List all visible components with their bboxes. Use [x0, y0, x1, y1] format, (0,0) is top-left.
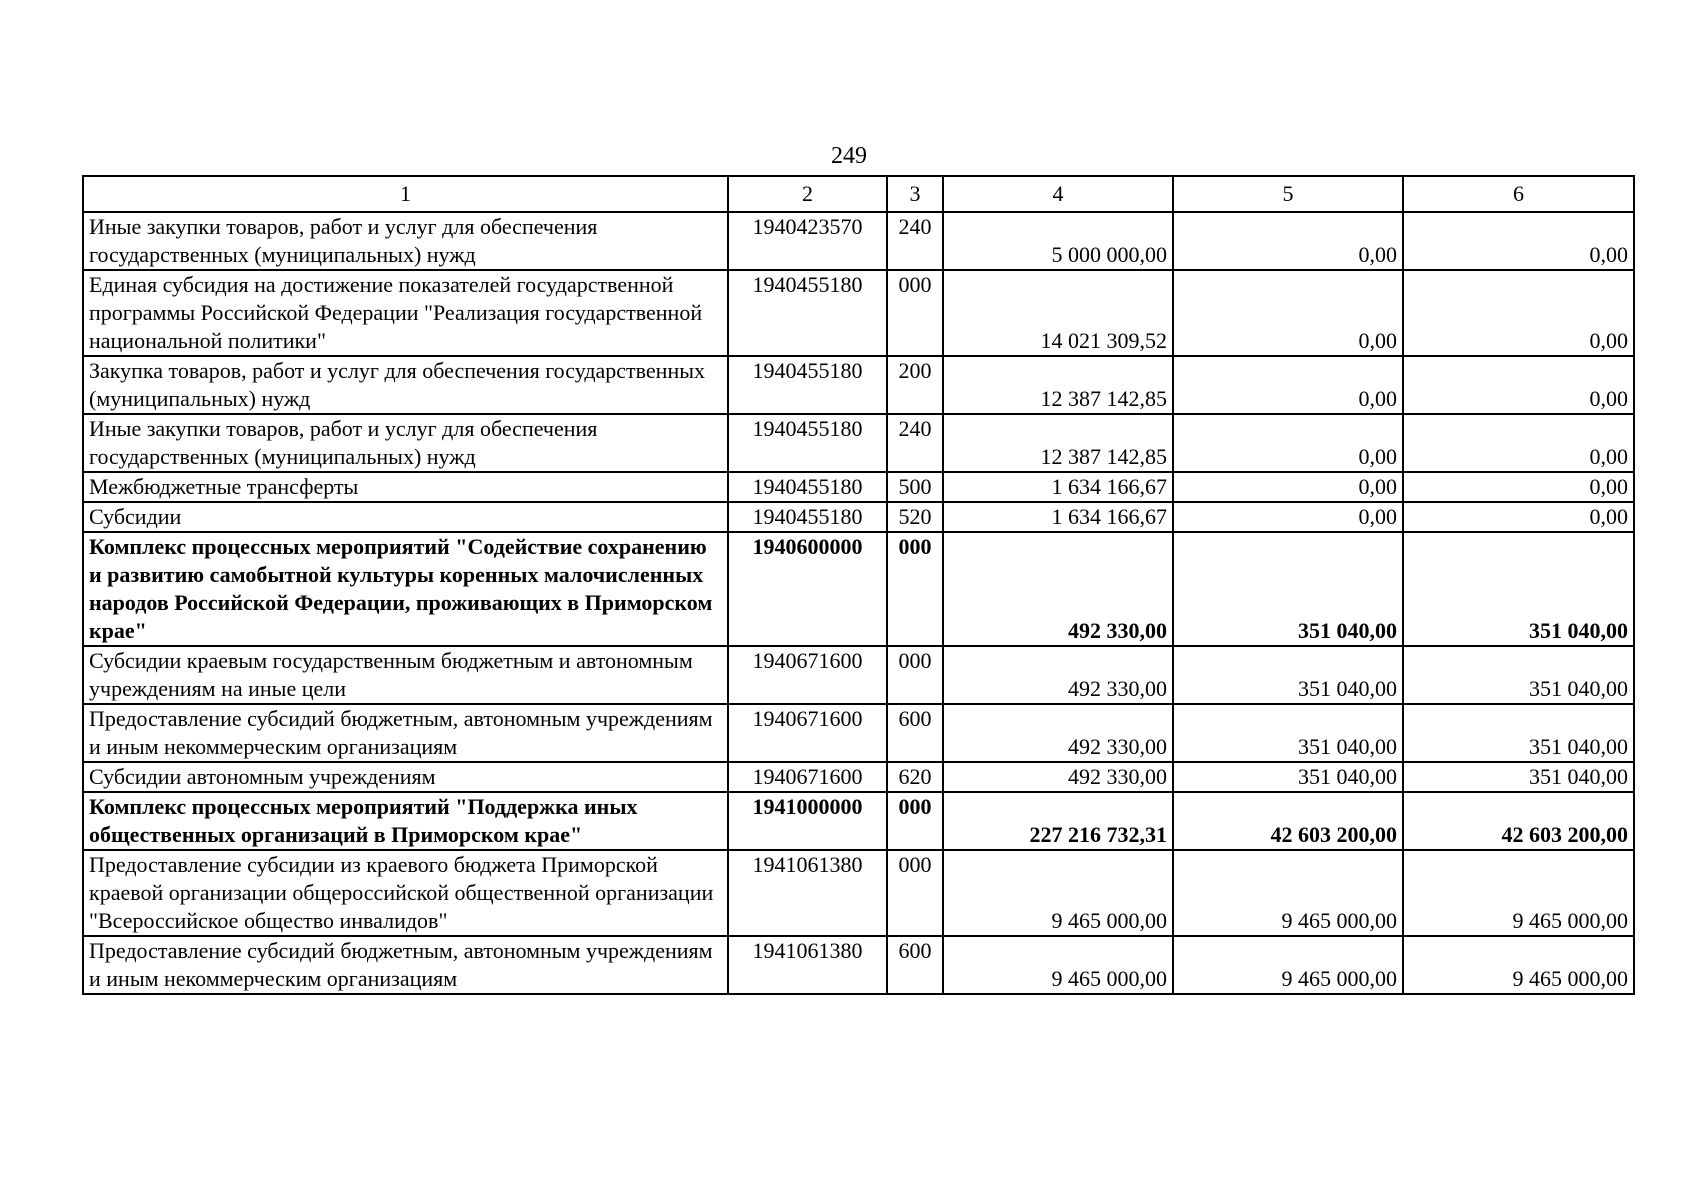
- row-amount-col5-cell: 0,00: [1173, 212, 1403, 270]
- table-header-row: [83, 176, 1634, 212]
- row-amount-col6-cell: 9 465 000,00: [1403, 850, 1634, 936]
- column-header-6: 6: [1403, 176, 1634, 212]
- row-name-cell: Единая субсидия на достижение показателей государственной программы Российской Федерации "Реализация государственной национальной политики": [83, 270, 728, 356]
- row-code-cell: 1941061380: [728, 936, 887, 994]
- column-header-5: 5: [1173, 176, 1403, 212]
- row-amount-col5-cell: 351 040,00: [1173, 532, 1403, 646]
- table-row: [83, 532, 1634, 646]
- row-name-cell: Иные закупки товаров, работ и услуг для обеспечения государственных (муниципальных) нужд: [83, 414, 728, 472]
- row-type-cell: 000: [887, 532, 943, 646]
- row-name-cell: Субсидии автономным учреждениям: [83, 762, 728, 792]
- row-code-cell: 1940455180: [728, 356, 887, 414]
- page-number: 249: [831, 143, 867, 169]
- row-amount-col5-cell: 9 465 000,00: [1173, 850, 1403, 936]
- row-name-cell: Предоставление субсидий бюджетным, автономным учреждениям и иным некоммерческим организациям: [83, 704, 728, 762]
- row-type-cell: 520: [887, 502, 943, 532]
- row-name-cell: Субсидии: [83, 502, 728, 532]
- row-name-cell: Межбюджетные трансферты: [83, 472, 728, 502]
- row-amount-col4-cell: 1 634 166,67: [943, 472, 1173, 502]
- table-row: [83, 792, 1634, 850]
- row-amount-col6-cell: 9 465 000,00: [1403, 936, 1634, 994]
- row-code-cell: 1940600000: [728, 532, 887, 646]
- row-amount-col6-cell: 351 040,00: [1403, 532, 1634, 646]
- row-amount-col6-cell: 351 040,00: [1403, 704, 1634, 762]
- row-type-cell: 200: [887, 356, 943, 414]
- row-amount-col6-cell: 351 040,00: [1403, 762, 1634, 792]
- row-code-cell: 1940455180: [728, 502, 887, 532]
- row-amount-col5-cell: 0,00: [1173, 502, 1403, 532]
- table-row: [83, 414, 1634, 472]
- row-amount-col5-cell: 351 040,00: [1173, 646, 1403, 704]
- row-amount-col4-cell: 1 634 166,67: [943, 502, 1173, 532]
- row-name-cell: Иные закупки товаров, работ и услуг для обеспечения государственных (муниципальных) нужд: [83, 212, 728, 270]
- table-row: [83, 270, 1634, 356]
- row-amount-col4-cell: 492 330,00: [943, 532, 1173, 646]
- row-name-cell: Закупка товаров, работ и услуг для обеспечения государственных (муниципальных) нужд: [83, 356, 728, 414]
- row-amount-col5-cell: 351 040,00: [1173, 762, 1403, 792]
- table-row: [83, 356, 1634, 414]
- row-amount-col4-cell: 14 021 309,52: [943, 270, 1173, 356]
- row-type-cell: 500: [887, 472, 943, 502]
- row-type-cell: 240: [887, 212, 943, 270]
- row-amount-col6-cell: 0,00: [1403, 212, 1634, 270]
- row-name-cell: Комплекс процессных мероприятий "Поддержка иных общественных организаций в Приморском крае": [83, 792, 728, 850]
- table-row: [83, 850, 1634, 936]
- row-code-cell: 1941000000: [728, 792, 887, 850]
- row-amount-col5-cell: 42 603 200,00: [1173, 792, 1403, 850]
- row-amount-col4-cell: 5 000 000,00: [943, 212, 1173, 270]
- row-name-cell: Субсидии краевым государственным бюджетным и автономным учреждениям на иные цели: [83, 646, 728, 704]
- row-amount-col6-cell: 0,00: [1403, 270, 1634, 356]
- row-amount-col5-cell: 0,00: [1173, 414, 1403, 472]
- column-header-3: 3: [887, 176, 943, 212]
- table-row: [83, 936, 1634, 994]
- row-type-cell: 240: [887, 414, 943, 472]
- row-amount-col6-cell: 0,00: [1403, 502, 1634, 532]
- row-code-cell: 1940671600: [728, 762, 887, 792]
- row-code-cell: 1940671600: [728, 646, 887, 704]
- row-code-cell: 1940455180: [728, 414, 887, 472]
- row-type-cell: 600: [887, 704, 943, 762]
- table-row: [83, 212, 1634, 270]
- row-type-cell: 000: [887, 270, 943, 356]
- row-type-cell: 600: [887, 936, 943, 994]
- row-type-cell: 000: [887, 646, 943, 704]
- row-amount-col4-cell: 492 330,00: [943, 646, 1173, 704]
- row-code-cell: 1940671600: [728, 704, 887, 762]
- row-amount-col4-cell: 227 216 732,31: [943, 792, 1173, 850]
- row-amount-col4-cell: 12 387 142,85: [943, 414, 1173, 472]
- row-amount-col4-cell: 9 465 000,00: [943, 850, 1173, 936]
- row-amount-col4-cell: 492 330,00: [943, 704, 1173, 762]
- row-amount-col4-cell: 9 465 000,00: [943, 936, 1173, 994]
- row-amount-col6-cell: 42 603 200,00: [1403, 792, 1634, 850]
- column-header-4: 4: [943, 176, 1173, 212]
- column-header-2: 2: [728, 176, 887, 212]
- row-amount-col5-cell: 0,00: [1173, 270, 1403, 356]
- row-amount-col6-cell: 0,00: [1403, 356, 1634, 414]
- row-name-cell: Предоставление субсидий бюджетным, автономным учреждениям и иным некоммерческим организациям: [83, 936, 728, 994]
- row-amount-col4-cell: 12 387 142,85: [943, 356, 1173, 414]
- budget-table: [82, 175, 1635, 995]
- row-name-cell: Комплекс процессных мероприятий "Содействие сохранению и развитию самобытной культуры коренных малочисленных народов Российской Федерации, проживающих в Приморском крае": [83, 532, 728, 646]
- row-type-cell: 000: [887, 792, 943, 850]
- row-code-cell: 1940455180: [728, 270, 887, 356]
- row-name-cell: Предоставление субсидии из краевого бюджета Приморской краевой организации общероссийской общественной организации "Всероссийское общество инвалидов": [83, 850, 728, 936]
- table-row: [83, 762, 1634, 792]
- row-amount-col5-cell: 0,00: [1173, 472, 1403, 502]
- row-code-cell: 1941061380: [728, 850, 887, 936]
- row-amount-col5-cell: 9 465 000,00: [1173, 936, 1403, 994]
- row-amount-col6-cell: 351 040,00: [1403, 646, 1634, 704]
- column-header-1: 1: [83, 176, 728, 212]
- table-row: [83, 502, 1634, 532]
- row-type-cell: 620: [887, 762, 943, 792]
- row-amount-col5-cell: 351 040,00: [1173, 704, 1403, 762]
- row-type-cell: 000: [887, 850, 943, 936]
- row-amount-col6-cell: 0,00: [1403, 414, 1634, 472]
- row-amount-col4-cell: 492 330,00: [943, 762, 1173, 792]
- row-amount-col5-cell: 0,00: [1173, 356, 1403, 414]
- table-row: [83, 704, 1634, 762]
- row-code-cell: 1940423570: [728, 212, 887, 270]
- table-row: [83, 472, 1634, 502]
- row-code-cell: 1940455180: [728, 472, 887, 502]
- row-amount-col6-cell: 0,00: [1403, 472, 1634, 502]
- table-row: [83, 646, 1634, 704]
